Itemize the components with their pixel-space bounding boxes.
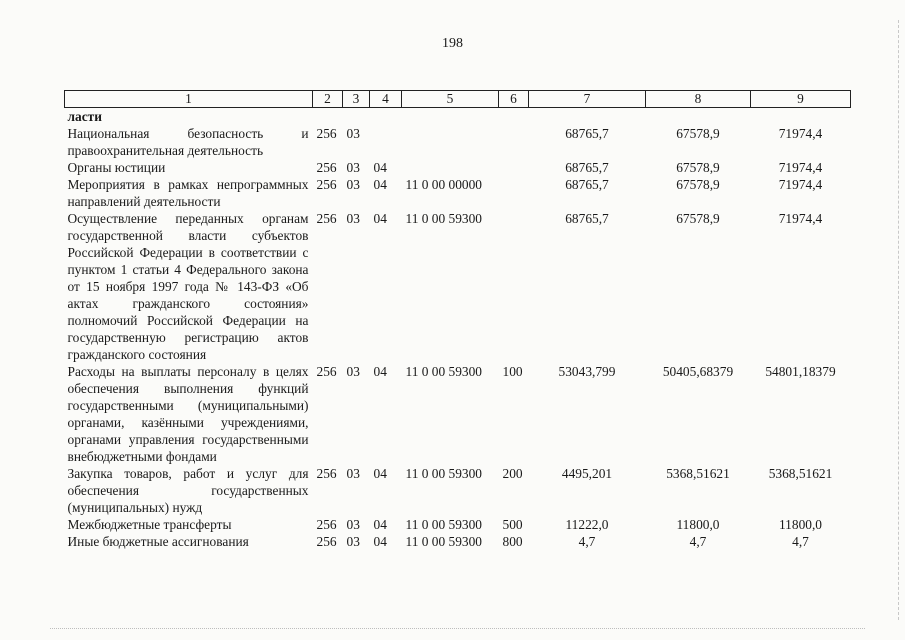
code-cell: 256	[316, 126, 337, 141]
column-header: 1	[65, 91, 313, 108]
code-cell: 256	[316, 177, 337, 192]
amount-cell: 4495,201	[561, 466, 613, 481]
code-cell: 04	[373, 177, 387, 192]
table-row	[65, 516, 851, 533]
code-cell	[499, 125, 529, 159]
amount-cell: 71974,4	[778, 126, 823, 141]
table-row	[65, 108, 851, 126]
table-row	[65, 210, 851, 363]
page-edge-line	[898, 20, 899, 620]
amount-cell: 68765,7	[565, 126, 609, 141]
code-cell	[402, 108, 499, 126]
code-cell	[402, 159, 499, 176]
code-cell: 256	[316, 160, 337, 175]
code-cell: 256	[316, 364, 337, 379]
column-header: 2	[313, 91, 343, 108]
scan-footer-line	[50, 628, 865, 629]
amount-cell: 4,7	[578, 534, 596, 549]
code-cell	[402, 125, 499, 159]
row-name-cell: Расходы на выплаты персоналу в целях обеспечения выполнения функций государственными (муниципальными) органами, казёнными учреждениями, органами управления государственными внебюджетными фондами	[67, 364, 309, 464]
code-cell: 03	[346, 211, 360, 226]
code-cell	[370, 108, 402, 126]
column-header: 5	[402, 91, 499, 108]
code-cell: 11 0 00 59300	[405, 466, 482, 481]
code-cell: 11 0 00 59300	[405, 364, 482, 379]
code-cell: 11 0 00 59300	[405, 517, 482, 532]
amount-cell: 5368,51621	[768, 466, 833, 481]
amount-cell: 11800,0	[778, 517, 823, 532]
code-cell: 11 0 00 59300	[405, 534, 482, 549]
amount-cell: 71974,4	[778, 160, 823, 175]
code-cell	[499, 108, 529, 126]
code-cell: 04	[373, 534, 387, 549]
amount-cell: 68765,7	[565, 160, 609, 175]
code-cell: 100	[502, 364, 523, 379]
code-cell: 256	[316, 466, 337, 481]
amount-cell: 5368,51621	[666, 466, 730, 481]
amount-cell: 67578,9	[676, 126, 720, 141]
code-cell: 04	[373, 364, 387, 379]
code-cell: 03	[346, 160, 360, 175]
table-row	[65, 159, 851, 176]
row-name-cell: Органы юстиции	[67, 160, 166, 175]
code-cell: 256	[316, 211, 337, 226]
table-row	[65, 176, 851, 210]
code-cell	[343, 108, 370, 126]
code-cell: 03	[346, 177, 360, 192]
code-cell	[499, 176, 529, 210]
row-name-cell: Национальная безопасность и правоохранительная деятельность	[67, 126, 309, 158]
amount-cell: 67578,9	[676, 160, 720, 175]
amount-cell	[646, 108, 751, 126]
code-cell: 256	[316, 534, 337, 549]
amount-cell: 4,7	[792, 534, 809, 549]
budget-table	[64, 90, 851, 550]
row-name-cell: Мероприятия в рамках непрограммных направлений деятельности	[67, 177, 309, 209]
amount-cell	[529, 108, 646, 126]
code-cell: 11 0 00 00000	[405, 177, 482, 192]
code-cell: 256	[316, 517, 337, 532]
code-cell	[370, 125, 402, 159]
code-cell: 03	[346, 534, 360, 549]
amount-cell: 53043,799	[558, 364, 616, 379]
amount-cell: 11222,0	[565, 517, 609, 532]
amount-cell: 71974,4	[778, 211, 823, 226]
amount-cell: 71974,4	[778, 177, 823, 192]
code-cell: 800	[502, 534, 523, 549]
row-name-cell: ласти	[67, 109, 102, 124]
table-row	[65, 465, 851, 516]
budget-table-container	[64, 90, 850, 550]
column-header: 3	[343, 91, 370, 108]
amount-cell: 54801,18379	[765, 364, 836, 379]
column-header: 4	[370, 91, 402, 108]
amount-cell: 4,7	[689, 534, 707, 549]
amount-cell: 67578,9	[676, 177, 720, 192]
row-name-cell: Осуществление переданных органам государственной власти субъектов Российской Федерации в соответствии с пунктом 1 статьи 4 Федерального закона от 15 ноября 1997 года № 143-ФЗ «Об актах гражданского состояния» полномочий Российской Федерации на государственную регистрацию актов гражданского состояния	[67, 211, 309, 362]
amount-cell: 68765,7	[565, 177, 609, 192]
row-name-cell: Закупка товаров, работ и услуг для обеспечения государственных (муниципальных) нужд	[67, 466, 309, 515]
code-cell: 04	[373, 466, 387, 481]
code-cell: 03	[346, 517, 360, 532]
code-cell: 11 0 00 59300	[405, 211, 482, 226]
table-row	[65, 363, 851, 465]
code-cell: 04	[373, 160, 387, 175]
amount-cell: 50405,68379	[662, 364, 734, 379]
page-number: 198	[442, 36, 463, 51]
amount-cell: 67578,9	[676, 211, 720, 226]
column-header: 6	[499, 91, 529, 108]
code-cell: 200	[502, 466, 523, 481]
code-cell: 03	[346, 364, 360, 379]
table-header-row	[65, 91, 851, 108]
table-row	[65, 533, 851, 550]
column-header: 9	[751, 91, 851, 108]
amount-cell: 68765,7	[565, 211, 609, 226]
row-name-cell: Иные бюджетные ассигнования	[67, 534, 249, 549]
code-cell	[499, 210, 529, 363]
amount-cell: 11800,0	[676, 517, 720, 532]
table-row	[65, 125, 851, 159]
code-cell: 500	[502, 517, 523, 532]
table-body	[65, 108, 851, 551]
row-name-cell: Межбюджетные трансферты	[67, 517, 232, 532]
column-header: 7	[529, 91, 646, 108]
code-cell	[499, 159, 529, 176]
code-cell: 03	[346, 466, 360, 481]
amount-cell	[751, 108, 851, 126]
code-cell: 04	[373, 211, 387, 226]
column-header: 8	[646, 91, 751, 108]
code-cell	[313, 108, 343, 126]
code-cell: 04	[373, 517, 387, 532]
code-cell: 03	[346, 126, 360, 141]
